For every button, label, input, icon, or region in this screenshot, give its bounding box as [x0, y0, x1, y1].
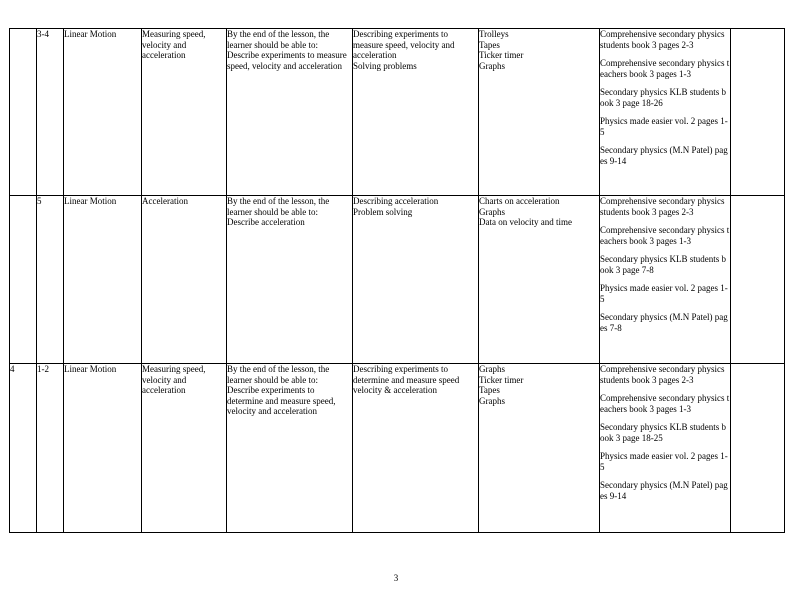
resources-cell	[479, 196, 600, 364]
reference-item: Secondary physics (M.N Patel) pages 9-14	[600, 480, 728, 501]
resource-item: Tapes	[479, 385, 500, 395]
week-cell	[10, 196, 37, 364]
subtopic-cell-text: Measuring speed, velocity and acceleration	[142, 29, 206, 60]
week-cell	[10, 29, 37, 196]
reference-item: Comprehensive secondary physics teachers book 3 pages 1-3	[600, 393, 730, 414]
resource-item: Ticker timer	[479, 374, 524, 385]
reference-item: Secondary physics KLB students book 3 page 18-25	[600, 422, 726, 443]
resource-item: Tapes	[479, 39, 500, 50]
resource-item: Graphs	[479, 206, 505, 217]
objectives-cell-text: By the end of the lesson, the learner should be able to: Describe experiments to determine and measure speed, velocity and acceleration	[227, 364, 336, 416]
references-cell	[600, 364, 731, 533]
activities-cell	[353, 196, 479, 364]
topic-cell-text: Linear Motion	[64, 364, 117, 374]
activities-cell	[353, 364, 479, 533]
lesson-cell-text: 5	[37, 196, 42, 206]
lesson-cell-text: 1-2	[37, 364, 49, 374]
objectives-cell	[227, 364, 353, 533]
resource-item: Ticker timer	[479, 50, 524, 60]
references-cell	[600, 196, 731, 364]
resources-cell	[479, 364, 600, 533]
activity-item: Problem solving	[353, 206, 413, 217]
topic-cell-text: Linear Motion	[64, 29, 117, 39]
remarks-cell	[731, 196, 785, 364]
reference-item: Secondary physics KLB students book 3 page 18-26	[600, 87, 726, 108]
activity-item: Solving problems	[353, 60, 417, 71]
subtopic-cell	[142, 29, 227, 196]
reference-item: Comprehensive secondary physics students book 3 pages 2-3	[600, 196, 725, 217]
week-cell	[10, 364, 37, 533]
activity-item: Describing experiments to measure speed, velocity and acceleration	[353, 29, 455, 60]
remarks-cell	[731, 364, 785, 533]
resource-item: Trolleys	[479, 29, 509, 39]
lesson-cell	[37, 196, 64, 364]
table-row	[10, 196, 785, 364]
lesson-cell-text: 3-4	[37, 29, 49, 39]
resource-item: Data on velocity and time	[479, 217, 572, 227]
objectives-cell	[227, 29, 353, 196]
page-number: 3	[393, 573, 399, 583]
lesson-cell	[37, 364, 64, 533]
subtopic-cell-text: Acceleration	[142, 196, 188, 206]
resources-cell	[479, 29, 600, 196]
reference-item: Comprehensive secondary physics teachers book 3 pages 1-3	[600, 225, 730, 246]
resource-item: Graphs	[479, 364, 505, 374]
activity-item: Describing acceleration	[353, 196, 439, 206]
reference-item: Comprehensive secondary physics students book 3 pages 2-3	[600, 29, 725, 50]
objectives-cell	[227, 196, 353, 364]
topic-cell-text: Linear Motion	[64, 196, 117, 206]
subtopic-cell-text: Measuring speed, velocity and acceleration	[142, 364, 206, 395]
reference-item: Comprehensive secondary physics teachers book 3 pages 1-3	[600, 58, 730, 79]
remarks-cell	[731, 29, 785, 196]
activities-cell	[353, 29, 479, 196]
resource-item: Graphs	[479, 60, 505, 71]
references-cell	[600, 29, 731, 196]
reference-item: Physics made easier vol. 2 pages 1-5	[600, 283, 728, 304]
topic-cell	[64, 364, 142, 533]
subtopic-cell	[142, 196, 227, 364]
table-row	[10, 29, 785, 196]
lesson-cell	[37, 29, 64, 196]
resource-item: Graphs	[479, 395, 505, 406]
activity-item: Describing experiments to determine and measure speed velocity & acceleration	[353, 364, 460, 395]
reference-item: Physics made easier vol. 2 pages 1-5	[600, 451, 728, 472]
reference-item: Secondary physics KLB students book 3 page 7-8	[600, 254, 726, 275]
scheme-of-work-table	[9, 28, 785, 533]
table-body	[10, 29, 785, 533]
reference-item: Physics made easier vol. 2 pages 1-5	[600, 116, 728, 137]
table-row	[10, 364, 785, 533]
objectives-cell-text: By the end of the lesson, the learner should be able to: Describe acceleration	[227, 196, 330, 227]
topic-cell	[64, 196, 142, 364]
reference-item: Secondary physics (M.N Patel) pages 7-8	[600, 312, 728, 333]
reference-item: Secondary physics (M.N Patel) pages 9-14	[600, 145, 728, 166]
week-cell-text: 4	[10, 364, 15, 374]
objectives-cell-text: By the end of the lesson, the learner should be able to: Describe experiments to measure speed, velocity and acceleration	[227, 29, 347, 71]
topic-cell	[64, 29, 142, 196]
subtopic-cell	[142, 364, 227, 533]
resource-item: Charts on acceleration	[479, 196, 560, 206]
reference-item: Comprehensive secondary physics students book 3 pages 2-3	[600, 364, 725, 385]
